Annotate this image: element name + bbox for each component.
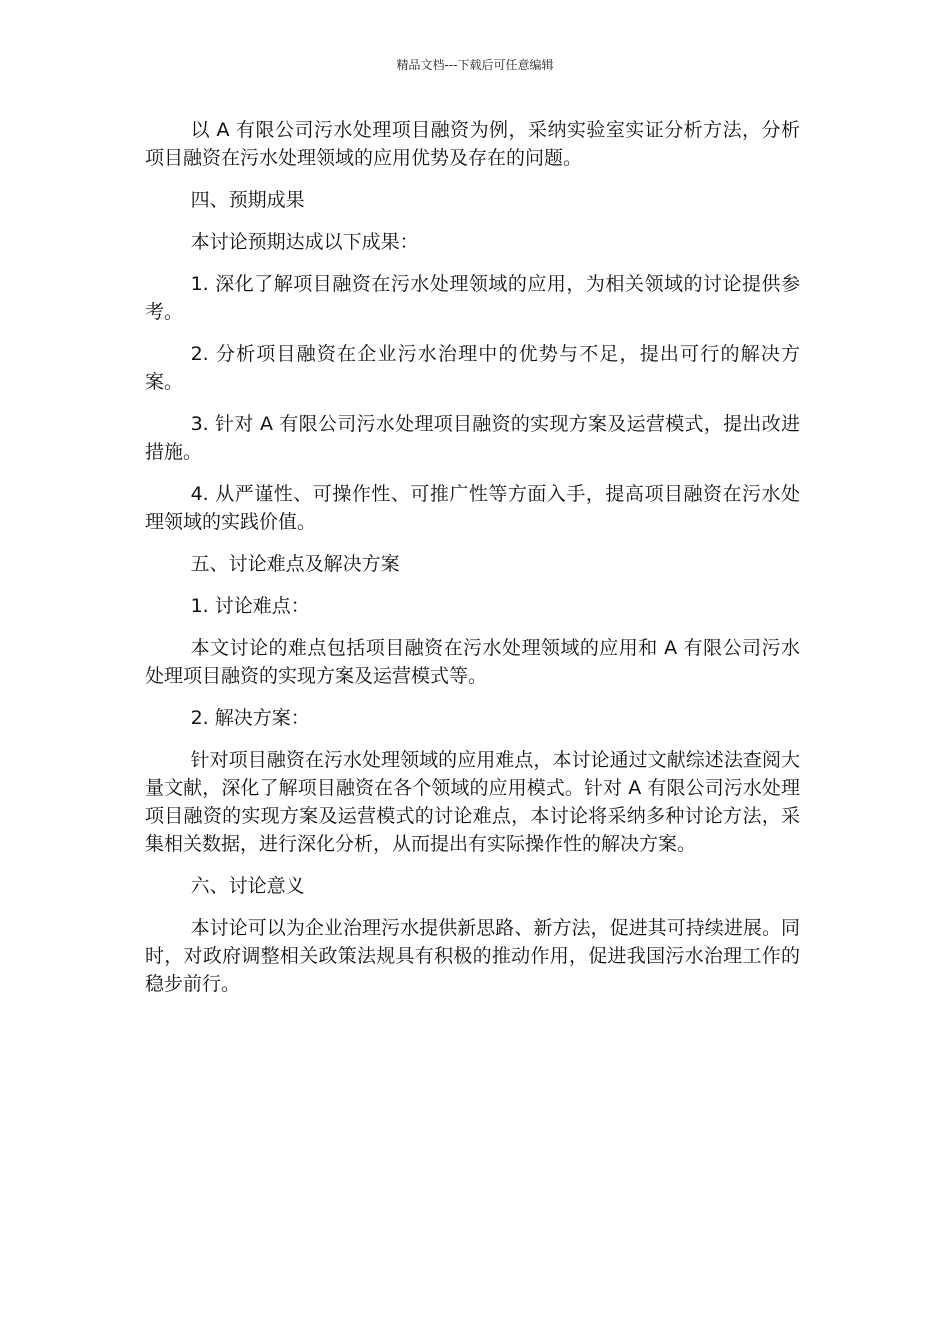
list-item-result-2: 2. 分析项目融资在企业污水治理中的优势与不足，提出可行的解决方案。 — [145, 343, 800, 393]
paragraph-difficulties: 本文讨论的难点包括项目融资在污水处理领域的应用和 A 有限公司污水处理项目融资的实现方案及运营模式等。 — [145, 637, 800, 687]
heading-expected-results: 四、预期成果 — [190, 189, 305, 211]
paragraph-intro-method: 以 A 有限公司污水处理项目融资为例，采纳实验室实证分析方法，分析项目融资在污水处理领域的应用优势及存在的问题。 — [145, 119, 800, 169]
list-item-result-1: 1. 深化了解项目融资在污水处理领域的应用，为相关领域的讨论提供参考。 — [145, 273, 800, 323]
document-body — [145, 116, 800, 1012]
page-header: 精品文档---下载后可任意编辑 — [396, 58, 554, 72]
list-item-result-3: 3. 针对 A 有限公司污水处理项目融资的实现方案及运营模式，提出改进措施。 — [145, 413, 800, 463]
heading-significance: 六、讨论意义 — [190, 875, 305, 897]
subheading-difficulties: 1. 讨论难点： — [190, 595, 310, 617]
heading-difficulties-solutions: 五、讨论难点及解决方案 — [190, 553, 400, 575]
subheading-solutions: 2. 解决方案： — [190, 707, 310, 729]
paragraph-significance: 本讨论可以为企业治理污水提供新思路、新方法，促进其可持续进展。同时，对政府调整相关政策法规具有积极的推动作用，促进我国污水治理工作的稳步前行。 — [145, 917, 800, 995]
paragraph-solutions: 针对项目融资在污水处理领域的应用难点，本讨论通过文献综述法查阅大量文献，深化了解项目融资在各个领域的应用模式。针对 A 有限公司污水处理项目融资的实现方案及运营模式的讨论难点，本讨论将采纳多种讨论方法，采集相关数据，进行深化分析，从而提出有实际操作性的解决方案。 — [145, 749, 800, 855]
paragraph-results-intro: 本讨论预期达成以下成果： — [190, 231, 419, 253]
list-item-result-4: 4. 从严谨性、可操作性、可推广性等方面入手，提高项目融资在污水处理领域的实践价值。 — [145, 483, 800, 533]
